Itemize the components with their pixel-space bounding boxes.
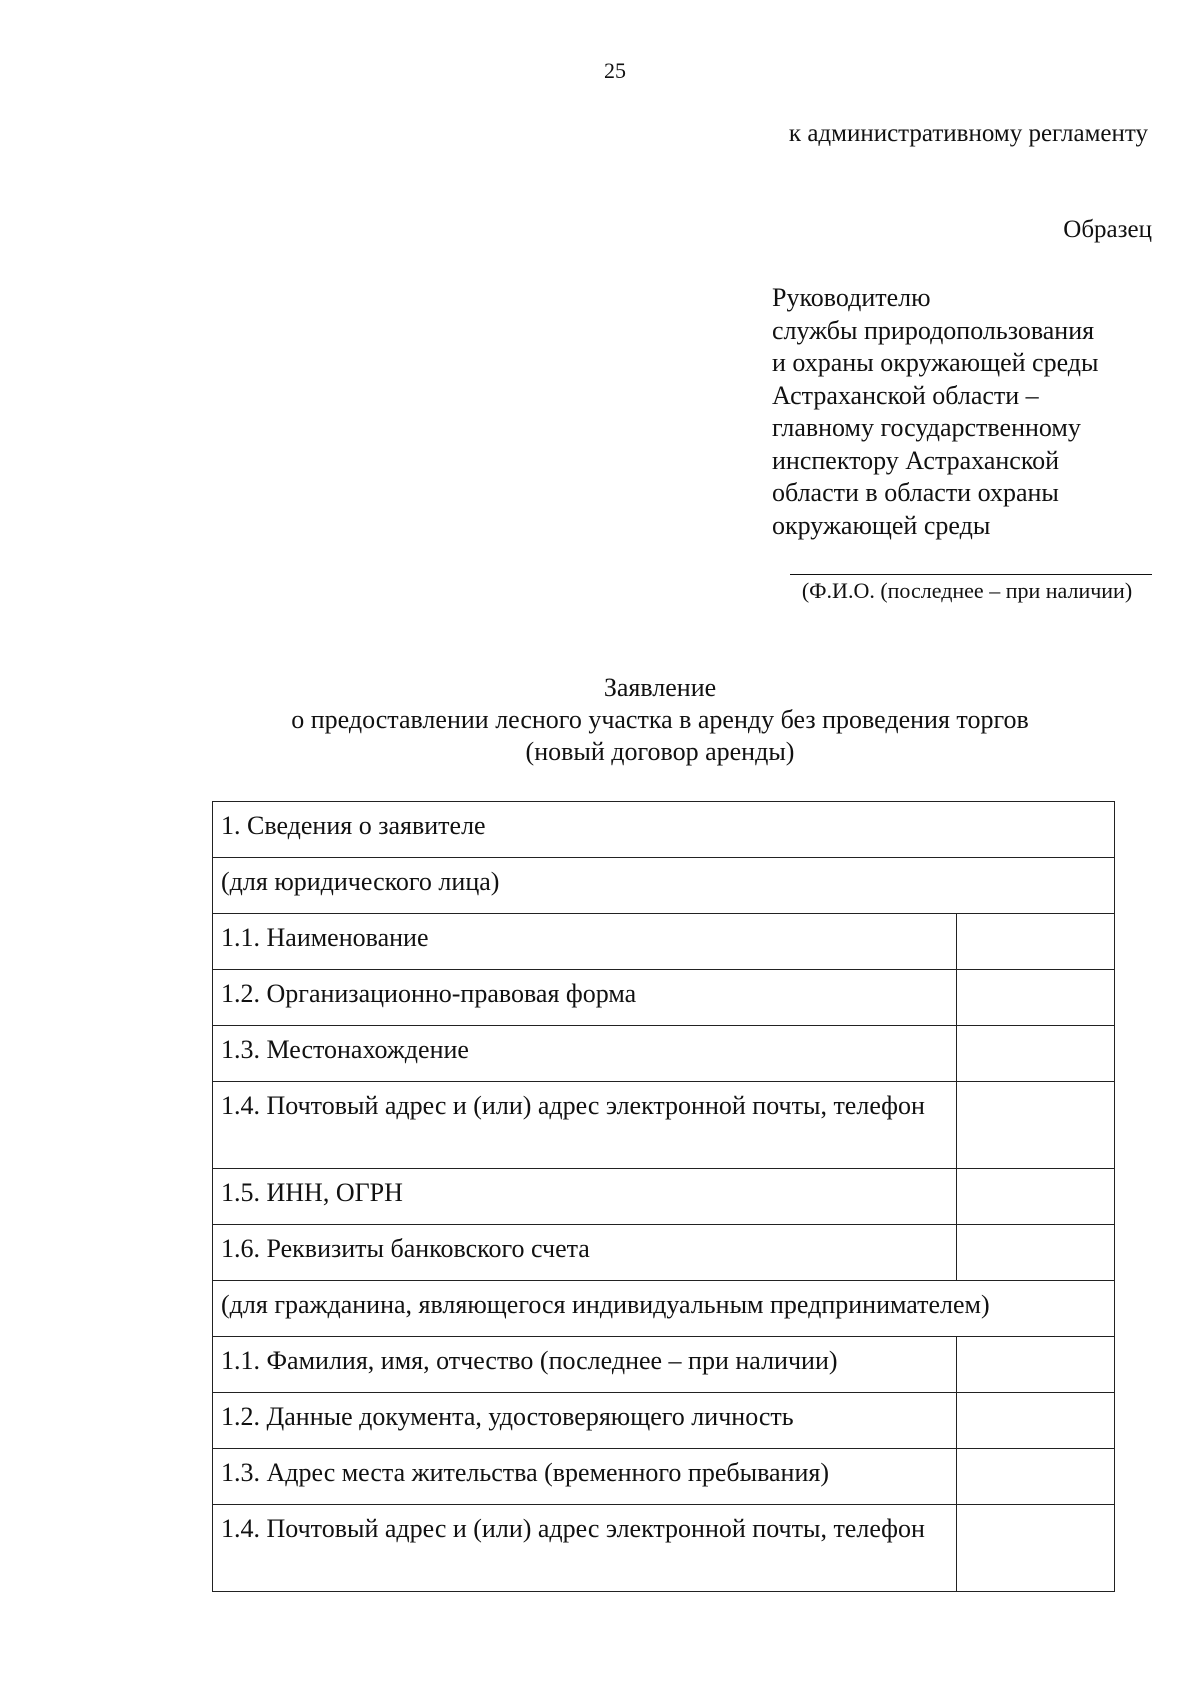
document-title [0, 672, 1200, 768]
field-label-cell: 1.1. Фамилия, имя, отчество (последнее – при наличии) [213, 1337, 957, 1393]
individual-entrepreneur-heading-cell: (для гражданина, являющегося индивидуальным предпринимателем) [213, 1281, 1115, 1337]
fio-caption: (Ф.И.О. (последнее – при наличии) [801, 578, 1133, 603]
table-row [213, 914, 1115, 970]
field-label-cell: 1.2. Организационно-правовая форма [213, 970, 957, 1026]
table-row [213, 970, 1115, 1026]
field-value-cell[interactable] [957, 1449, 1115, 1505]
appendix-reference: к административному регламенту [788, 120, 1148, 147]
addressee-line: службы природопользования [772, 315, 1095, 345]
addressee-line: окружающей среды [772, 510, 991, 540]
addressee-line: Руководителю [772, 283, 931, 312]
fio-signature-line [790, 574, 1152, 575]
applicant-info-table [212, 801, 1115, 1592]
title-line-3: (новый договор аренды) [525, 737, 795, 766]
page-number: 25 [604, 58, 626, 83]
field-label-cell: 1.3. Местонахождение [213, 1026, 957, 1082]
table-row [213, 1026, 1115, 1082]
addressee-line: инспектору Астраханской [772, 445, 1060, 475]
field-value-cell[interactable] [957, 1505, 1115, 1592]
field-value-cell[interactable] [957, 970, 1115, 1026]
field-label-cell: 1.1. Наименование [213, 914, 957, 970]
field-value-cell[interactable] [957, 1026, 1115, 1082]
field-value-cell[interactable] [957, 1169, 1115, 1225]
field-label-cell: 1.3. Адрес места жительства (временного пребывания) [213, 1449, 957, 1505]
table-row [213, 1505, 1115, 1592]
field-label-cell: 1.2. Данные документа, удостоверяющего личность [213, 1393, 957, 1449]
title-line-2: о предоставлении лесного участка в аренду без проведения торгов [291, 705, 1029, 734]
field-label-cell: 1.6. Реквизиты банковского счета [213, 1225, 957, 1281]
table-row [213, 1082, 1115, 1169]
table-row [213, 1393, 1115, 1449]
table-row [213, 1225, 1115, 1281]
field-label-cell: 1.5. ИНН, ОГРН [213, 1169, 957, 1225]
field-value-cell[interactable] [957, 1225, 1115, 1281]
legal-entity-heading-cell: (для юридического лица) [213, 858, 1115, 914]
table-row [213, 1169, 1115, 1225]
addressee-line: Астраханской области – [772, 380, 1039, 410]
field-label-cell: 1.4. Почтовый адрес и (или) адрес электронной почты, телефон [213, 1505, 957, 1592]
table-row [213, 1337, 1115, 1393]
sample-label: Образец [1063, 216, 1152, 243]
section-header-cell: 1. Сведения о заявителе [213, 802, 1115, 858]
addressee-block [772, 282, 1172, 542]
title-line-1: Заявление [603, 673, 717, 702]
addressee-line: главному государственному [772, 413, 1081, 442]
addressee-line: области в области охраны [772, 478, 1059, 507]
table-row [213, 1449, 1115, 1505]
table-row [213, 1281, 1115, 1337]
table-row [213, 858, 1115, 914]
field-label-cell: 1.4. Почтовый адрес и (или) адрес электронной почты, телефон [213, 1082, 957, 1169]
addressee-line: и охраны окружающей среды [772, 348, 1099, 377]
field-value-cell[interactable] [957, 1337, 1115, 1393]
field-value-cell[interactable] [957, 1082, 1115, 1169]
field-value-cell[interactable] [957, 1393, 1115, 1449]
table-row [213, 802, 1115, 858]
field-value-cell[interactable] [957, 914, 1115, 970]
